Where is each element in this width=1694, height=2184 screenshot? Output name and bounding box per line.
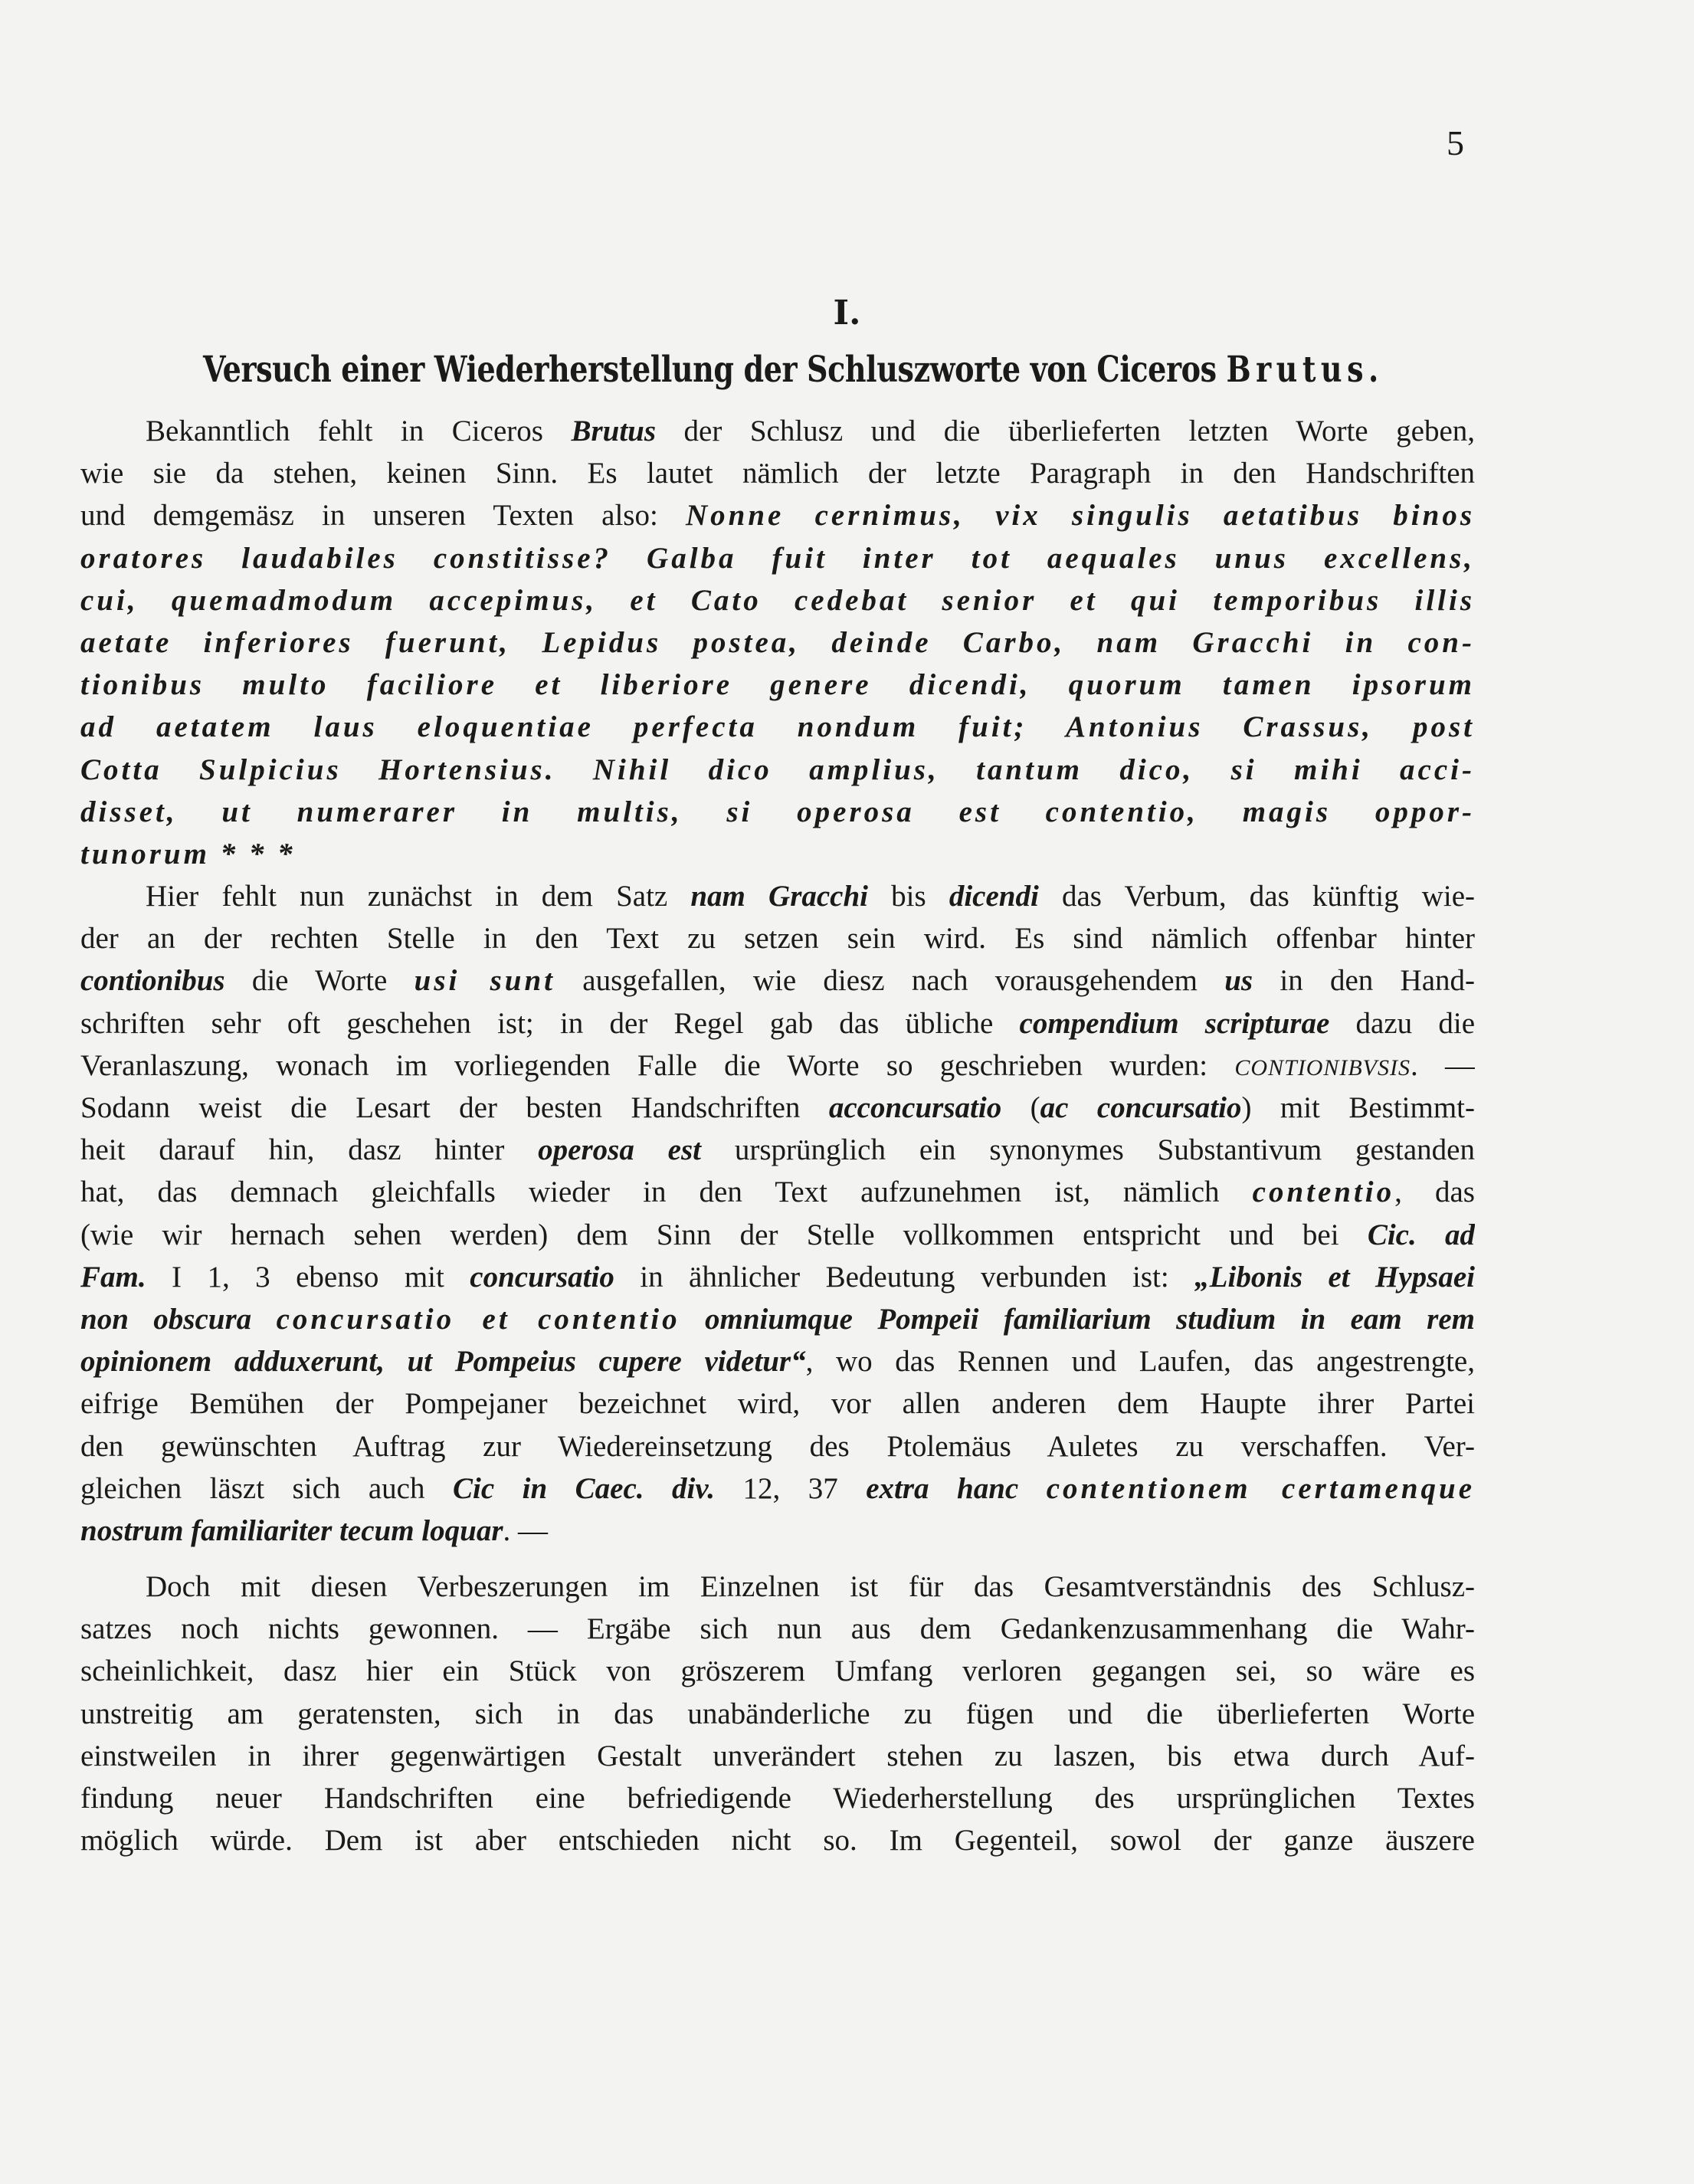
paragraph-2-line: [80, 1467, 1475, 1510]
italic-term: extra hanc: [866, 1471, 1047, 1505]
paragraph-2-line: [80, 1002, 1475, 1044]
text-run: und demgemäsz in unseren Texten also:: [80, 499, 686, 533]
paragraph-3-line: satzes noch nichts gewonnen. — Ergäbe sich nun aus dem Gedankenzusammenhang die Wahr-: [80, 1612, 1475, 1646]
italic-term: acconcursatio: [828, 1091, 1002, 1124]
italic-term: contionibus: [80, 964, 225, 998]
paragraph-2-line: der an der rechten Stelle in den Text zu setzen sein wird. Es sind nämlich offenbar hinter: [80, 922, 1475, 956]
italic-term: Cic. ad: [1367, 1218, 1475, 1251]
paragraph-3-line: einstweilen in ihrer gegenwärtigen Gestalt unverändert stehen zu laszen, bis etwa durch Auf-: [80, 1739, 1475, 1772]
paragraph-2-line: [80, 1129, 1475, 1171]
paragraph-2-line: eifrige Bemühen der Pompejaner bezeichnet wird, vor allen anderen dem Haupte ihrer Partei: [80, 1387, 1475, 1421]
italic-term: opinionem adduxerunt, ut Pompeius cupere videtur“: [80, 1345, 806, 1379]
paragraph-3-line: unstreitig am geratensten, sich in das unabänderliche zu fügen und die überlieferten Worte: [80, 1697, 1475, 1730]
text-run: (: [1001, 1091, 1040, 1124]
latin-quote-line: ad aetatem laus eloquentiae perfecta nondum fuit; Antonius Crassus, post: [80, 710, 1475, 744]
text-run: hat, das demnach gleichfalls wieder in den Text aufzunehmen ist, nämlich: [80, 1176, 1253, 1209]
latin-quote-line: aetate inferiores fuerunt, Lepidus postea, deinde Carbo, nam Gracchi in con-: [80, 625, 1475, 659]
paragraph-2-line: [80, 1171, 1475, 1213]
paragraph-2-line: [80, 1298, 1475, 1340]
italic-term: compendium scripturae: [1019, 1006, 1330, 1040]
text-run: ausgefallen, wie diesz nach vorausgehendem: [555, 964, 1225, 998]
text-run: die Worte: [224, 964, 414, 998]
latin-quote-line: oratores laudabiles constitisse? Galba fuit inter tot aequales unus excellens,: [80, 541, 1475, 575]
paragraph-2-line: [80, 1510, 1475, 1552]
text-run: in ähnlicher Bedeutung verbunden ist:: [614, 1260, 1195, 1294]
page-number: 5: [1447, 123, 1464, 162]
italic-term: nostrum familiariter tecum loquar: [80, 1513, 503, 1547]
italic-term: „Libonis et Hypsaei: [1194, 1260, 1475, 1294]
text-run: (wie wir hernach sehen werden) dem Sinn der Stelle vollkommen entspricht und bei: [80, 1218, 1368, 1251]
italic-term: us: [1224, 964, 1253, 998]
italic-term: omniumque Pompeii familiarium studium in eam rem: [680, 1302, 1475, 1336]
paragraph-gap: [80, 1552, 1475, 1566]
paragraph-2-line: [80, 1340, 1475, 1382]
text-run: I 1, 3 ebenso mit: [146, 1260, 470, 1294]
latin-quote-line: tionibus multo faciliore et liberiore genere dicendi, quorum tamen ipsorum: [80, 668, 1475, 702]
text-run: , das: [1394, 1176, 1475, 1209]
text-run: bis: [868, 880, 949, 913]
body-text: [80, 410, 1475, 1861]
latin-quote-line: Cotta Sulpicius Hortensius. Nihil dico amplius, tantum dico, si mihi acci-: [80, 753, 1475, 786]
paragraph-3-line: findung neuer Handschriften eine befriedigende Wiederherstellung des ursprünglichen Textes: [80, 1782, 1475, 1815]
text-run: der Schlusz und die überlieferten letzten Worte geben,: [656, 415, 1475, 448]
text-run: ursprünglich ein synonymes Substantivum gestanden: [701, 1133, 1475, 1167]
paragraph-3-line: Doch mit diesen Verbeszerungen im Einzelnen ist für das Gesamtverständnis des Schlusz-: [146, 1570, 1475, 1604]
text-run: Veranlaszung, wonach im vorliegenden Falle die Worte so geschrieben wurden:: [80, 1048, 1235, 1082]
text-run: das Verbum, das künftig wie-: [1038, 880, 1475, 913]
paragraph-2-line: [80, 1087, 1475, 1129]
text-run: dazu die: [1329, 1006, 1475, 1040]
paragraph-1-line: wie sie da stehen, keinen Sinn. Es lautet nämlich der letzte Paragraph in den Handschriften: [80, 457, 1475, 490]
italic-term: dicendi: [949, 880, 1039, 913]
heading-text: Versuch einer Wiederherstellung der Schluszworte von Ciceros: [203, 349, 1227, 391]
italic-term: Cic in Caec. div.: [452, 1471, 715, 1505]
paragraph-3-line: möglich würde. Dem ist aber entschieden nicht so. Im Gegenteil, sowol der ganze äuszere: [80, 1824, 1475, 1858]
latin-quote-line: tunorum * * *: [80, 837, 296, 871]
text-run: Hier fehlt nun zunächst in dem Satz: [146, 880, 691, 913]
italic-term: Brutus: [571, 415, 657, 448]
text-run: . —: [503, 1513, 549, 1547]
latin-quote: contentionem certamenque: [1046, 1471, 1475, 1505]
section-heading: [203, 349, 1378, 391]
text-run: . —: [1411, 1048, 1475, 1082]
italic-term: non obscura: [80, 1302, 277, 1336]
paragraph-3-line: scheinlichkeit, dasz hier ein Stück von gröszerem Umfang verloren gegangen sei, so wäre es: [80, 1654, 1475, 1688]
text-run: heit darauf hin, dasz hinter: [80, 1133, 539, 1167]
latin-quote-line: disset, ut numerarer in multis, si operosa est contentio, magis oppor-: [80, 795, 1475, 828]
paragraph-2-line: [80, 875, 1475, 917]
paragraph-2-line: den gewünschten Auftrag zur Wiedereinsetzung des Ptolemäus Auletes zu verschaffen. Ver-: [80, 1429, 1475, 1463]
latin-quote: usi sunt: [414, 964, 555, 998]
text-run: , wo das Rennen und Laufen, das angestrengte,: [805, 1345, 1475, 1379]
paragraph-2-line: [80, 959, 1475, 1002]
paragraph-2-line: [80, 1214, 1475, 1256]
paragraph-1-line: [80, 494, 1475, 536]
section-number: I.: [833, 293, 861, 333]
latin-quote: concursatio et contentio: [276, 1302, 680, 1336]
italic-term: Fam.: [80, 1260, 146, 1294]
paragraph-2-line: [80, 1044, 1475, 1087]
text-run: Sodann weist die Lesart der besten Handschriften: [80, 1091, 829, 1124]
heading-spaced-word: Brutus: [1226, 349, 1368, 391]
text-run: schriften sehr oft geschehen ist; in der Regel gab das übliche: [80, 1006, 1020, 1040]
paragraph-2-line: [80, 1256, 1475, 1298]
paragraph-1-line: [80, 410, 1475, 452]
text-run: Bekanntlich fehlt in Ciceros: [146, 415, 572, 448]
latin-quote-line: cui, quemadmodum accepimus, et Cato cedebat senior et qui temporibus illis: [80, 583, 1475, 617]
text-run: ) mit Bestimmt-: [1241, 1091, 1475, 1124]
latin-quote: contentio: [1252, 1176, 1395, 1209]
heading-period: .: [1368, 349, 1378, 391]
text-run: in den Hand-: [1253, 964, 1475, 998]
italic-term: operosa est: [538, 1133, 702, 1167]
text-run: gleichen läszt sich auch: [80, 1471, 453, 1505]
italic-term: ac concursatio: [1040, 1091, 1242, 1124]
latin-quote: Nonne cernimus, vix singulis aetatibus binos: [686, 499, 1475, 533]
italic-term: nam Gracchi: [690, 880, 869, 913]
text-run: 12, 37: [714, 1471, 867, 1505]
small-caps-term: CONTIONIBVSIS: [1234, 1054, 1411, 1081]
italic-term: concursatio: [470, 1260, 614, 1294]
